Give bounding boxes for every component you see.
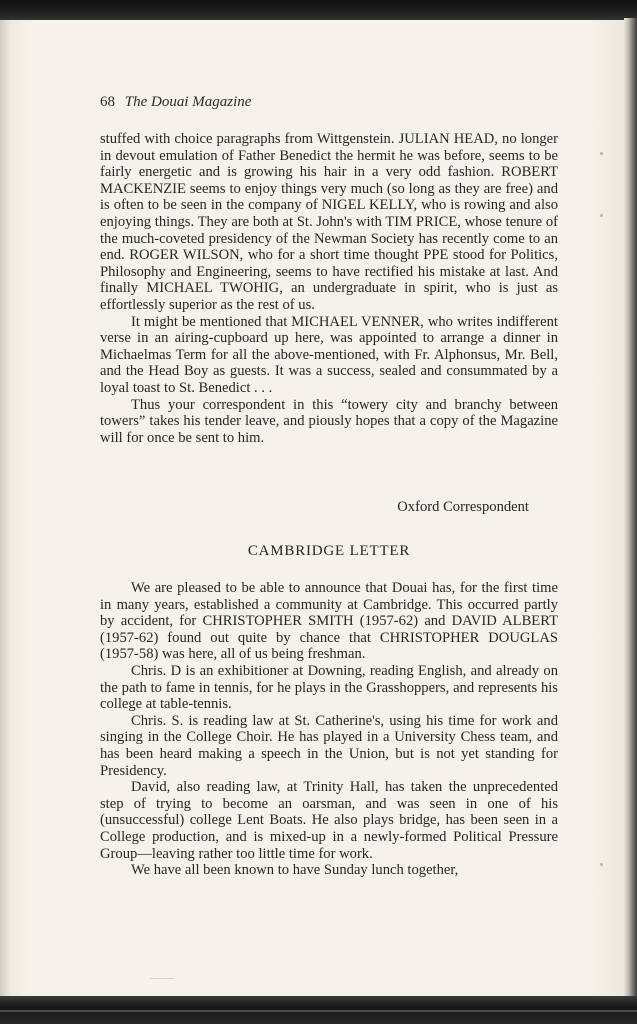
page-gutter [0, 20, 10, 998]
footer-rule [150, 978, 174, 979]
paragraph: It might be mentioned that MICHAEL VENNER, who writes indifferent verse in an airing-cupboard up here, was appointed to arrange a dinner in Michaelmas Term for all the above-mentioned, with Fr. Alphonsus, Mr. Bell, and the Head Boy as guests. It was a success, sealed and consummated by a loyal toast to St. Benedict . . . [100, 313, 558, 396]
page-fore-edge [624, 18, 637, 1000]
page-number: 68 [100, 94, 115, 110]
paragraph: Thus your correspondent in this “towery city and branchy between towers” takes his tender leave, and piously hopes that a copy of the Magazine will for once be sent to him. [100, 396, 558, 446]
margin-speck [600, 863, 603, 866]
cambridge-letter-heading: CAMBRIDGE LETTER [247, 543, 411, 559]
scan-top-edge [0, 0, 637, 22]
paragraph: Chris. S. is reading law at St. Catherine's, using his time for work and singing in the College Choir. He has played in a University Chess team, and has been heard making a speech in the Union, but is not yet standing for Presidency. [100, 712, 558, 779]
margin-speck [600, 152, 603, 155]
paragraph: Chris. D is an exhibitioner at Downing, reading English, and already on the path to fame in tennis, for he plays in the Grasshoppers, and represents his college at table-tennis. [100, 662, 558, 713]
paragraph: We have all been known to have Sunday lunch together, [131, 862, 459, 879]
margin-speck [600, 214, 603, 217]
paragraph: David, also reading law, at Trinity Hall, has taken the unprecedented step of trying to become an oarsman, and was seen in one of his (unsuccessful) college Lent Boats. He also plays bridge, has been seen in a College production, and is mixed-up in a newly-formed Political Pressure Group—leaving rather too little time for work. [100, 779, 558, 862]
oxford-signature: Oxford Correspondent [397, 499, 529, 515]
magazine-title: The Douai Magazine [124, 94, 252, 110]
running-header [100, 94, 251, 111]
paragraph: We are pleased to be able to announce that Douai has, for the first time in many years, established a community at Cambridge. This occurred partly by accident, for CHRISTOPHER SMITH (1957-62) and DAVID ALBERT (1957-62) found out quite by chance that CHRISTOPHER DOUGLAS (1957-58) was here, all of us being freshman. [100, 580, 558, 663]
oxford-letter-body [100, 131, 558, 446]
scan-bottom-edge [0, 996, 637, 1024]
paragraph: stuffed with choice paragraphs from Wittgenstein. JULIAN HEAD, no longer in devout emulation of Father Benedict the hermit he was before, seems to be fairly energetic and is growing his hair in a very odd fashion. ROBERT MACKENZIE seems to enjoy things very much (so long as they are free) and is often to be seen in the company of NIGEL KELLY, who is rowing and also enjoying things. They are both at St. John's with TIM PRICE, whose tenure of the much-coveted presidency of the Newman Society has recently come to an end. ROGER WILSON, who for a short time thought PPE stood for Politics, Philosophy and Engineering, seems to have rectified his mistake at last. And finally MICHAEL TWOHIG, an undergraduate in spirit, who is just as effortlessly superior as the rest of us. [100, 131, 558, 313]
cambridge-letter-body [100, 580, 558, 879]
